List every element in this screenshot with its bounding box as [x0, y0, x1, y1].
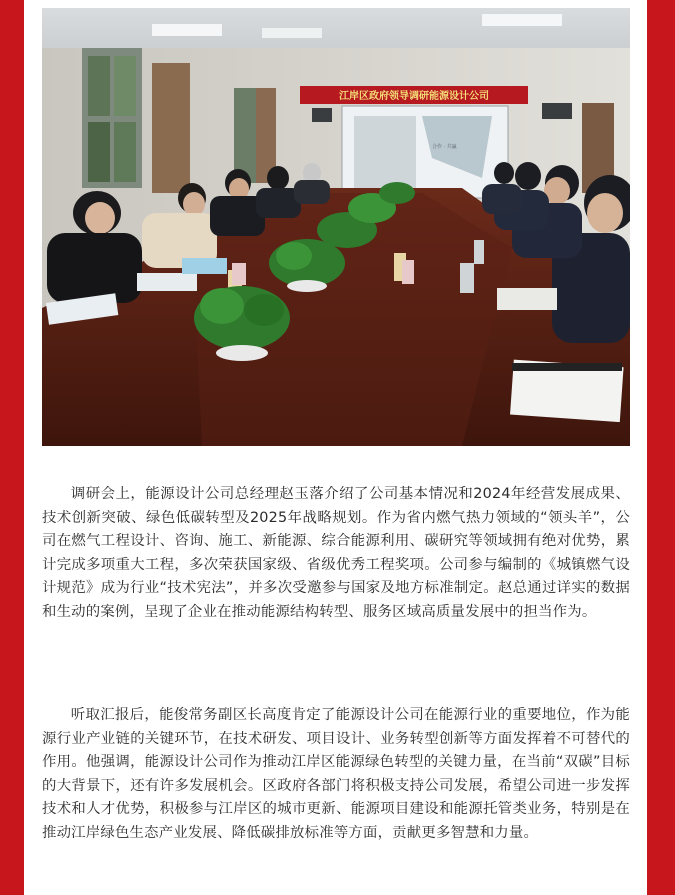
screen-text: 合作 · 共赢	[432, 144, 457, 150]
meeting-photo	[42, 8, 630, 446]
article-frame	[24, 0, 647, 895]
banner-text: 江岸区政府领导调研能源设计公司	[339, 91, 489, 102]
article-paragraph-2: 听取汇报后，能俊常务副区长高度肯定了能源设计公司在能源行业的重要地位，作为能源行业产业链的关键环节，在技术研发、项目设计、业务转型创新等方面发挥着不可替代的作用。他强调，能源设计公司作为推动江岸区能源绿色转型的关键力量，在当前“双碳”目标的大背景下，还有许多发展机会。区政府各部门将积极支持公司发展，希望公司进一步发挥技术和人才优势，积极参与江岸区的城市更新、能源项目建设和能源托管类业务，特别是在推动江岸绿色生态产业发展、降低碳排放标准等方面，贡献更多智慧和力量。	[42, 707, 630, 841]
article-paragraph-1: 调研会上，能源设计公司总经理赵玉落介绍了公司基本情况和2024年经营发展成果、技术创新突破、绿色低碳转型及2025年战略规划。作为省内燃气热力领域的“领头羊”，公司在燃气工程设计、咨询、施工、新能源、综合能源利用、碳研究等领域拥有绝对优势，累计完成多项重大工程，多次荣获国家级、省级优秀工程奖项。公司参与编制的《城镇燃气设计规范》成为行业“技术宪法”，并多次受邀参与国家及地方标准制定。赵总通过详实的数据和生动的案例，呈现了企业在推动能源结构转型、服务区域高质量发展中的担当作为。	[42, 486, 630, 620]
